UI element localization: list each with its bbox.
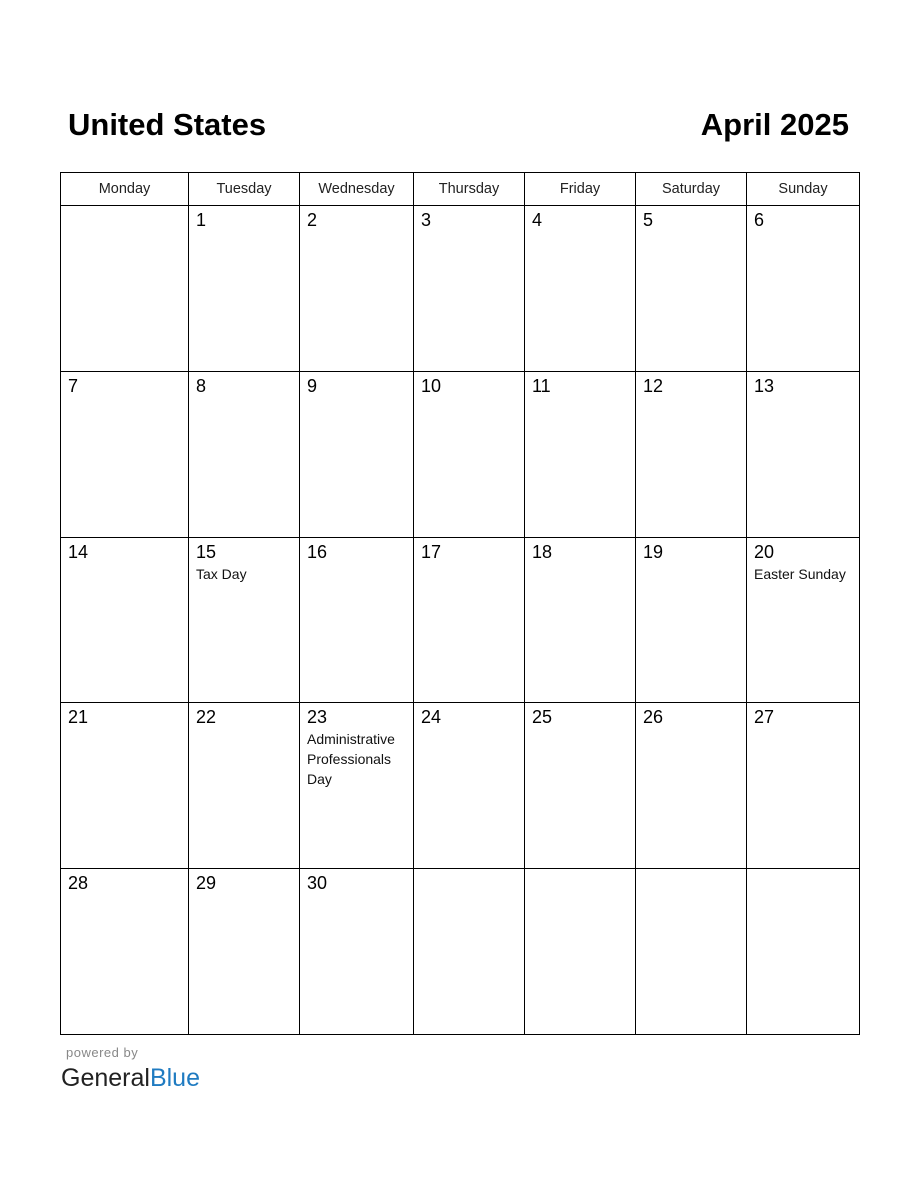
day-number: 3 <box>421 210 432 230</box>
day-number: 6 <box>754 210 765 230</box>
day-cell <box>61 206 189 372</box>
day-number: 22 <box>196 707 217 728</box>
day-cell <box>300 537 414 703</box>
day-number: 20 <box>754 541 775 562</box>
day-cell <box>747 537 860 703</box>
day-cell <box>300 869 414 1035</box>
day-number: 18 <box>532 541 553 562</box>
brand-blue-text: Blue <box>149 1064 200 1092</box>
day-cell <box>414 371 525 537</box>
weekday-header: Sunday <box>747 173 860 206</box>
day-cell <box>747 371 860 537</box>
day-cell <box>61 869 189 1035</box>
country-title: United States <box>68 107 267 142</box>
day-number: 8 <box>196 375 207 396</box>
weekday-header: Tuesday <box>189 173 300 206</box>
week-row <box>61 703 860 869</box>
day-number: 15 <box>196 541 217 562</box>
weekday-header-row <box>61 173 860 206</box>
day-cell <box>61 371 189 537</box>
day-cell <box>525 537 636 703</box>
day-cell <box>636 869 747 1035</box>
day-number: 17 <box>421 541 442 562</box>
day-cell <box>747 869 860 1035</box>
week-row <box>61 206 860 372</box>
day-number: 1 <box>196 210 207 230</box>
day-cell <box>189 703 300 869</box>
day-number: 24 <box>421 707 442 728</box>
week-row <box>61 869 860 1035</box>
day-cell <box>636 206 747 372</box>
day-number: 21 <box>68 707 89 728</box>
day-number: 27 <box>754 707 775 728</box>
brand-general-text: General <box>61 1064 150 1092</box>
weekday-header: Saturday <box>636 173 747 206</box>
day-cell <box>414 206 525 372</box>
day-number: 25 <box>532 707 553 728</box>
day-cell <box>189 869 300 1035</box>
weekday-header: Thursday <box>414 173 525 206</box>
day-number: 9 <box>307 375 318 396</box>
weekday-header: Friday <box>525 173 636 206</box>
month-grid <box>60 172 860 1035</box>
week-row <box>61 371 860 537</box>
powered-by-label: powered by <box>66 1045 139 1060</box>
day-cell <box>61 703 189 869</box>
holiday-label: Tax Day <box>196 565 247 582</box>
day-number: 13 <box>754 375 775 396</box>
month-title: April 2025 <box>700 107 849 142</box>
day-cell <box>525 371 636 537</box>
day-cell <box>414 537 525 703</box>
day-number: 11 <box>532 375 551 396</box>
holiday-label: Easter Sunday <box>754 565 846 582</box>
day-number: 29 <box>196 873 217 894</box>
day-cell <box>636 537 747 703</box>
day-cell <box>414 869 525 1035</box>
day-number: 7 <box>68 375 79 396</box>
day-number: 16 <box>307 541 328 562</box>
day-cell <box>189 206 300 372</box>
day-number: 10 <box>421 375 442 396</box>
day-number: 23 <box>307 707 328 728</box>
day-cell <box>189 537 300 703</box>
day-number: 28 <box>68 873 89 894</box>
day-cell <box>636 703 747 869</box>
weekday-header: Monday <box>61 173 189 206</box>
day-cell <box>414 703 525 869</box>
day-cell <box>300 371 414 537</box>
day-cell <box>300 703 414 869</box>
day-number: 26 <box>643 707 664 728</box>
day-cell <box>636 371 747 537</box>
day-cell <box>747 206 860 372</box>
day-cell <box>525 206 636 372</box>
day-cell <box>189 371 300 537</box>
day-cell <box>300 206 414 372</box>
day-number: 4 <box>532 210 543 230</box>
day-cell <box>747 703 860 869</box>
day-number: 5 <box>643 210 654 230</box>
day-number: 19 <box>643 541 664 562</box>
day-cell <box>525 869 636 1035</box>
weekday-header: Wednesday <box>300 173 414 206</box>
week-row <box>61 537 860 703</box>
holiday-label: Administrative Professionals Day <box>307 731 395 788</box>
generalblue-logo <box>61 1062 200 1094</box>
day-cell <box>525 703 636 869</box>
day-number: 30 <box>307 873 328 894</box>
day-number: 2 <box>307 210 318 230</box>
day-cell <box>61 537 189 703</box>
day-number: 12 <box>643 375 664 396</box>
day-number: 14 <box>68 541 89 562</box>
